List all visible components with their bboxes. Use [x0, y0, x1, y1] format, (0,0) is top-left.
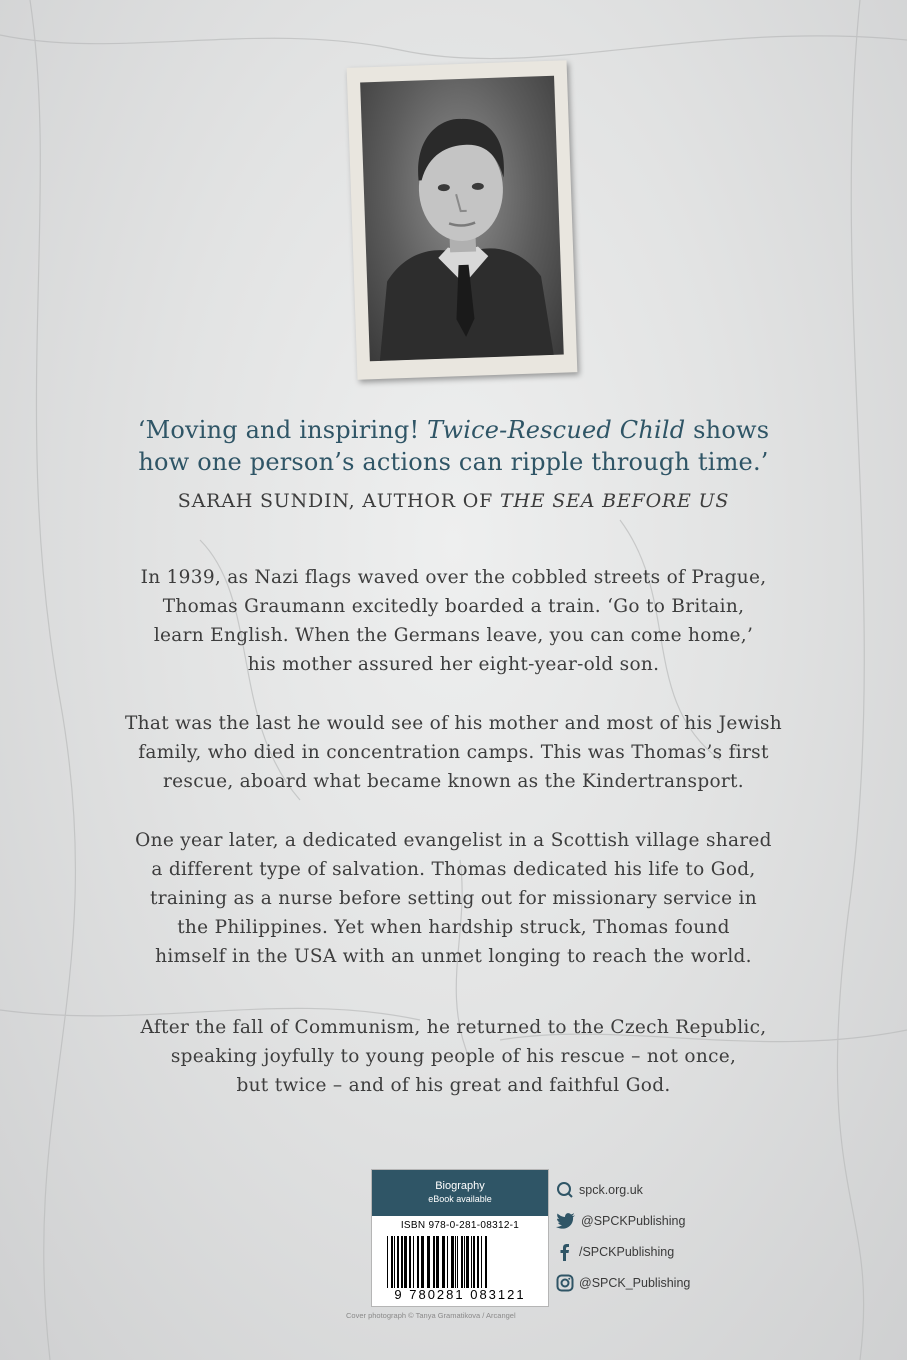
- instagram-icon: [556, 1274, 574, 1292]
- barcode-bar: [451, 1236, 454, 1288]
- search-icon: [556, 1181, 574, 1199]
- genre-banner: [372, 1170, 548, 1216]
- boy-portrait: [360, 76, 564, 362]
- barcode-bar: [401, 1236, 403, 1288]
- twitter-icon: [556, 1212, 576, 1230]
- barcode-bar: [421, 1236, 424, 1288]
- blurb-paragraph-2: That was the last he would see of his mother and most of his Jewish family, who died in concentration camps. This was Thomas’s first rescue, aboard what became known as the Kindertransport.: [125, 713, 782, 792]
- barcode-bar: [471, 1236, 472, 1288]
- barcode-bar: [436, 1236, 439, 1288]
- barcode-bar: [427, 1236, 430, 1288]
- barcode-panel: [371, 1169, 549, 1307]
- barcode-bar: [455, 1236, 456, 1288]
- barcode-digits: 9 780281 083121: [394, 1287, 526, 1302]
- barcode-bar: [433, 1236, 435, 1288]
- blurb-paragraph-1: In 1939, as Nazi flags waved over the cobbled streets of Prague, Thomas Graumann excitedly boarded a train. ‘Go to Britain, learn English. When the Germans leave, you can come home,’ his mother assured her eight-year-old son.: [140, 567, 767, 675]
- facebook-icon: [556, 1243, 574, 1261]
- barcode-bar: [466, 1236, 469, 1288]
- barcode-bar: [391, 1236, 393, 1288]
- barcode-bar: [481, 1236, 482, 1288]
- facebook-link[interactable]: /SPCKPublishing: [556, 1242, 756, 1262]
- ebook-label: eBook available: [428, 1194, 492, 1204]
- barcode-bar: [387, 1236, 388, 1288]
- barcode-bar: [485, 1236, 487, 1288]
- blurb-paragraph-3: One year later, a dedicated evangelist in a Scottish village shared a different type of salvation. Thomas dedicated his life to God, training as a nurse before setting out for missionary service in the Philippines. Yet when hardship struck, Thomas found himself in the USA with an unmet longing to reach the world.: [135, 830, 772, 967]
- barcode-bar: [394, 1236, 395, 1288]
- blurb-paragraph-4: After the fall of Communism, he returned to the Czech Republic, speaking joyfully to young people of his rescue – not once, but twice – and of his great and faithful God.: [140, 1017, 767, 1096]
- barcode-bar: [461, 1236, 463, 1288]
- twitter-link[interactable]: @SPCKPublishing: [556, 1211, 756, 1231]
- genre-label: Biography: [435, 1180, 485, 1192]
- barcode-bar: [442, 1236, 445, 1288]
- barcode: [385, 1236, 535, 1288]
- barcode-bar: [409, 1236, 411, 1288]
- barcode-bar: [464, 1236, 465, 1288]
- endorsement-quote: ‘Moving and inspiring! Twice-Rescued Child shows how one person’s actions can ripple through time.’: [137, 416, 770, 476]
- website-link[interactable]: spck.org.uk: [556, 1180, 756, 1200]
- barcode-bar: [477, 1236, 479, 1288]
- barcode-bar: [413, 1236, 414, 1288]
- instagram-link[interactable]: @SPCK_Publishing: [556, 1273, 756, 1293]
- book-title: Twice-Rescued Child: [427, 416, 686, 444]
- photo-credit: Cover photograph © Tanya Gramatikova / Arcangel: [346, 1311, 516, 1320]
- cover-photograph: [347, 60, 578, 379]
- isbn-number: ISBN 978-0-281-08312-1: [400, 1220, 520, 1231]
- publisher-links: [556, 1180, 756, 1304]
- barcode-bar: [417, 1236, 419, 1288]
- endorsement-attribution: SARAH SUNDIN, AUTHOR OF THE SEA BEFORE US: [177, 490, 730, 512]
- barcode-bar: [473, 1236, 475, 1288]
- barcode-bar: [447, 1236, 448, 1288]
- barcode-bar: [404, 1236, 407, 1288]
- barcode-bar: [397, 1236, 399, 1288]
- barcode-bar: [457, 1236, 458, 1288]
